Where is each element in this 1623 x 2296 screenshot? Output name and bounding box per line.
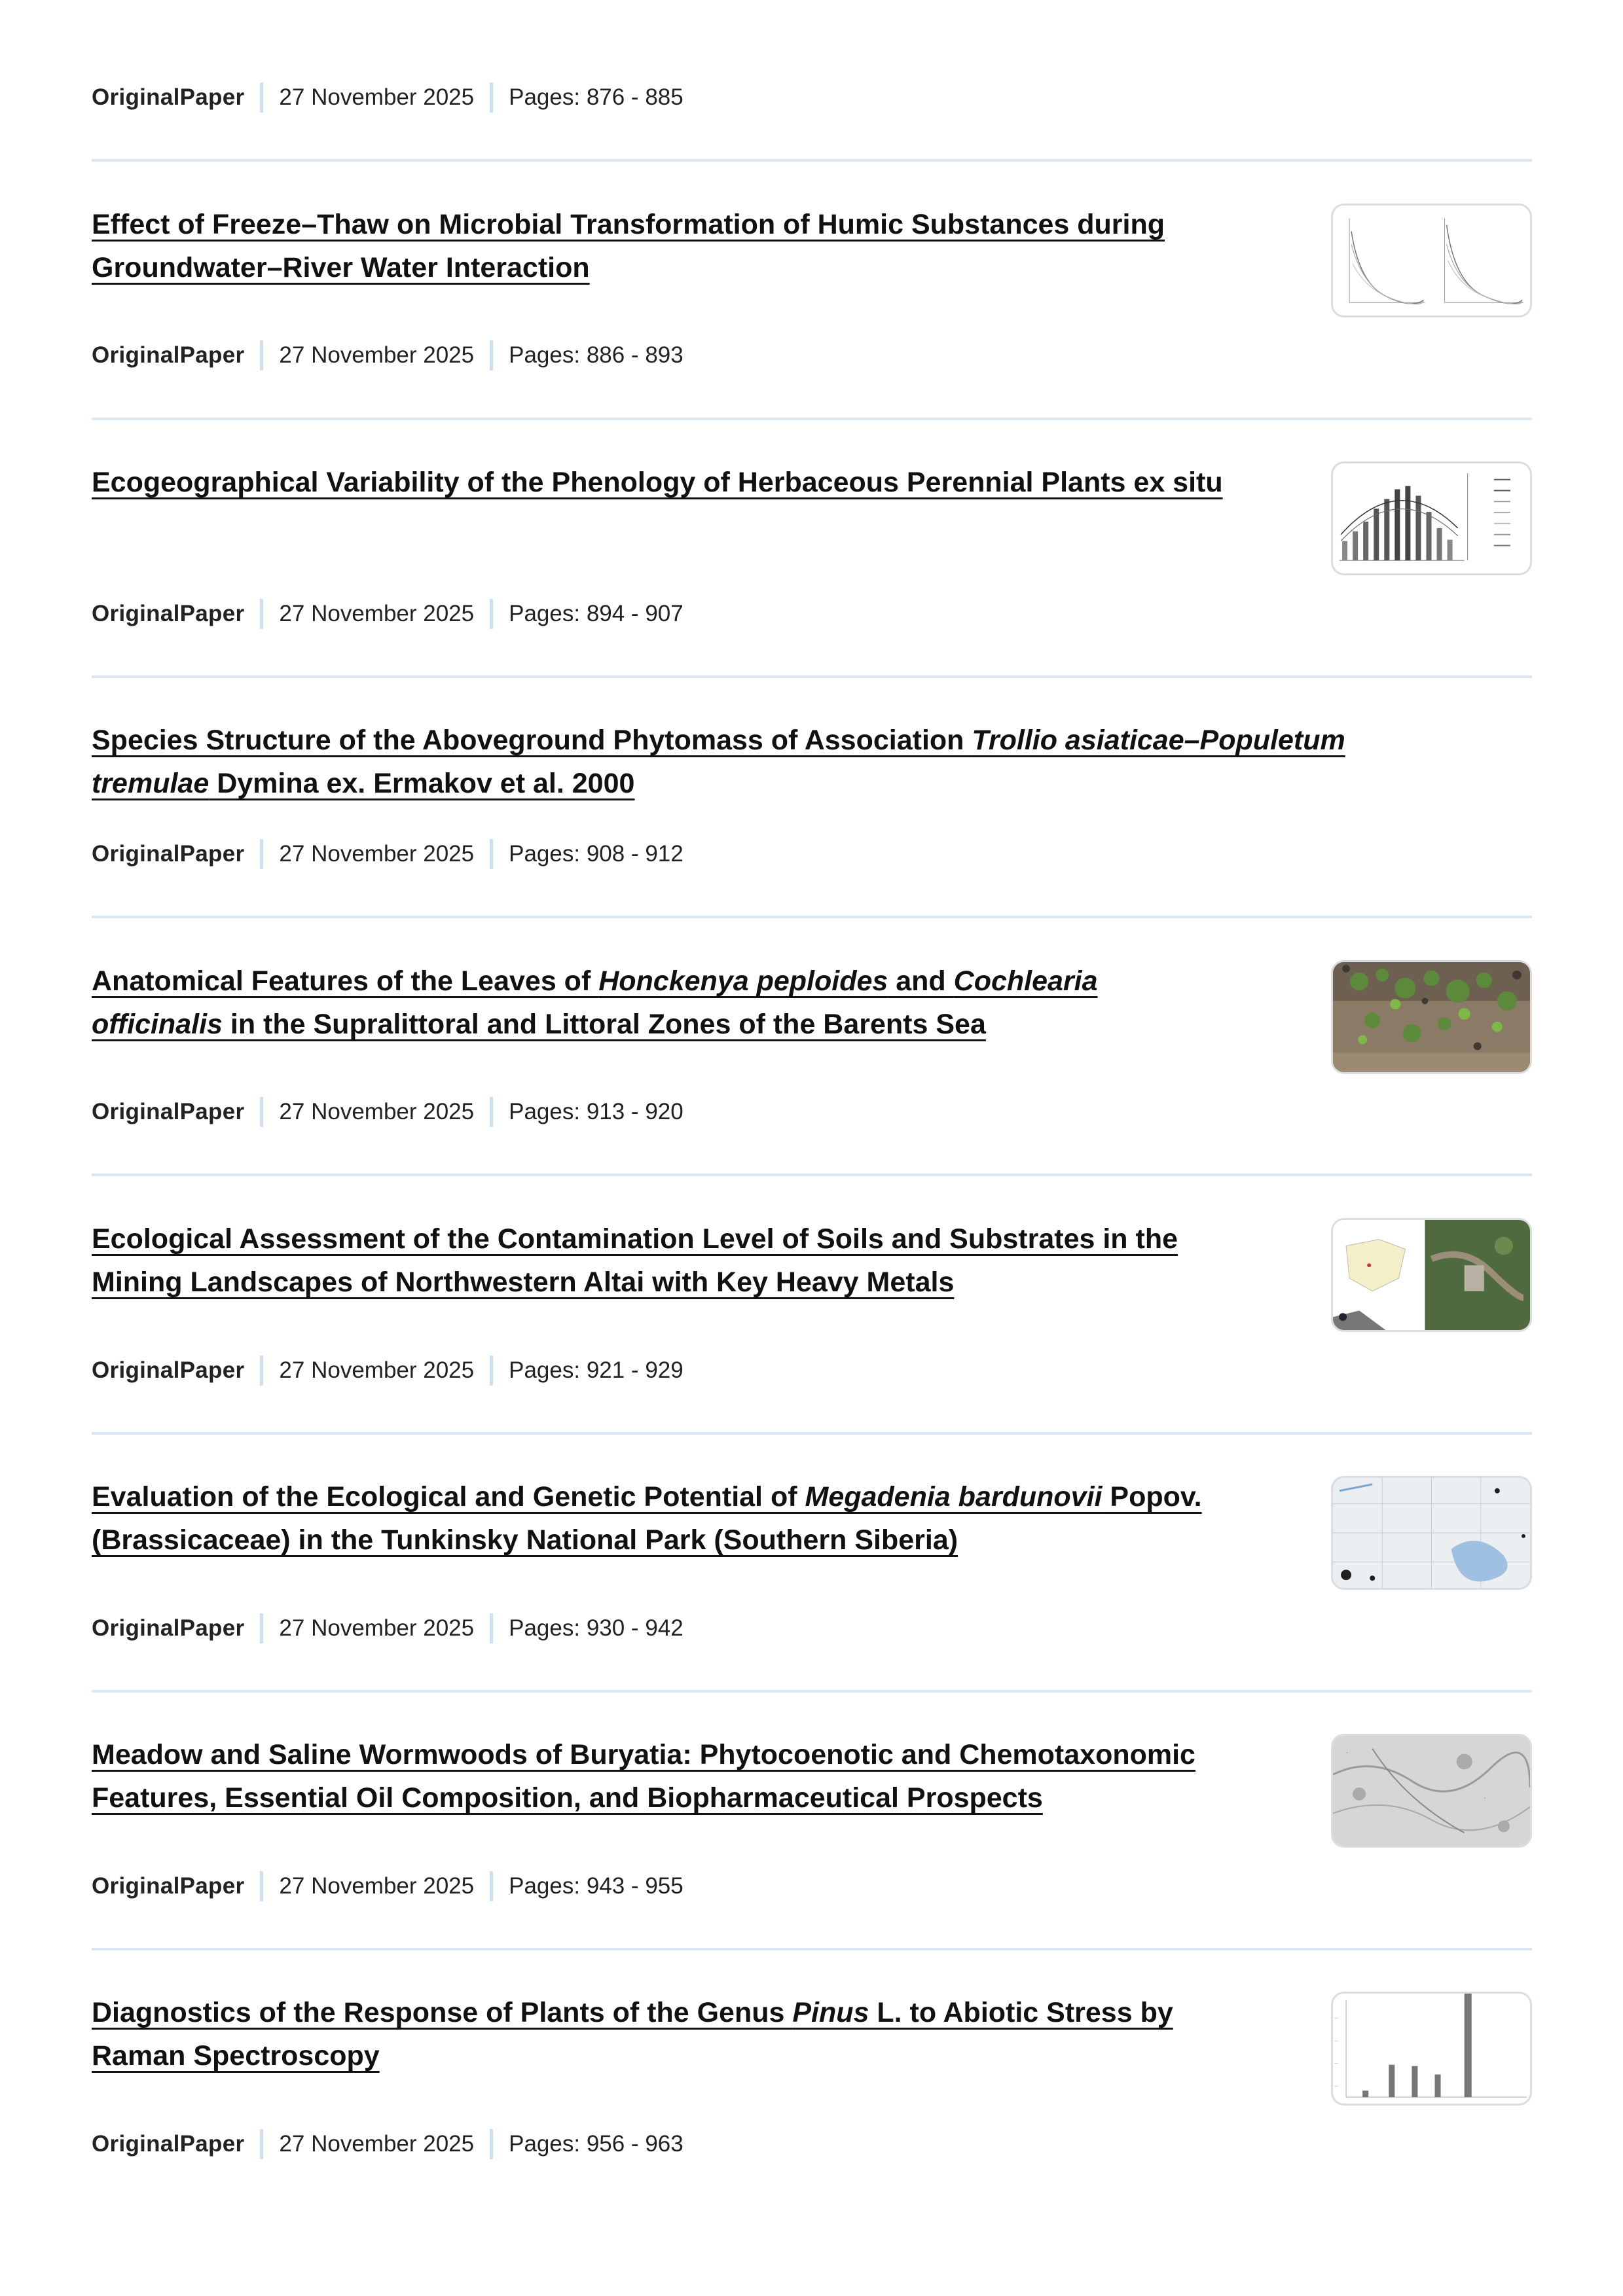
article-meta xyxy=(92,1351,684,1390)
publication-date: 27 November 2025 xyxy=(279,84,475,110)
article-title-link[interactable]: Species Structure of the Aboveground Phytomass of Association Trollio asiaticae–Populetum tremulae Dymina ex. Ermakov et al. 2000 xyxy=(92,725,1345,799)
article-title-link[interactable]: Evaluation of the Ecological and Genetic Potential of Megadenia bardunovii Popov. (Brassicaceae) in the Tunkinsky National Park (Southern Siberia) xyxy=(92,1481,1202,1556)
divider xyxy=(92,1174,1532,1176)
svg-text:·: · xyxy=(1484,1795,1486,1803)
divider xyxy=(92,159,1532,162)
page-range: Pages: 908 - 912 xyxy=(509,841,684,867)
article-meta xyxy=(92,594,684,634)
plant-photo-thumbnail[interactable] xyxy=(1331,960,1532,1074)
meta-separator xyxy=(260,340,263,370)
content-type: OriginalPaper xyxy=(92,2131,245,2157)
article-title-link[interactable]: Ecogeographical Variability of the Phenology of Herbaceous Perennial Plants ex situ xyxy=(92,467,1223,498)
content-type: OriginalPaper xyxy=(92,1615,245,1641)
bar-chart-thumbnail[interactable] xyxy=(1331,1992,1532,2106)
grey-map-thumbnail[interactable] xyxy=(1331,1734,1532,1848)
meta-separator xyxy=(490,839,493,869)
article-meta xyxy=(92,834,684,874)
meta-separator xyxy=(260,1613,263,1643)
meta-separator xyxy=(490,82,493,113)
article-meta xyxy=(92,1609,684,1648)
meta-separator xyxy=(260,839,263,869)
line-chart-thumbnail[interactable] xyxy=(1331,204,1532,317)
article-title xyxy=(92,1991,1368,2077)
meta-separator xyxy=(490,1097,493,1127)
meta-separator xyxy=(490,1871,493,1901)
page-range: Pages: 943 - 955 xyxy=(509,1873,684,1899)
article-meta xyxy=(92,336,684,375)
svg-text:·: · xyxy=(1346,1749,1349,1757)
meta-separator xyxy=(260,599,263,629)
article-title-link[interactable]: Meadow and Saline Wormwoods of Buryatia: Phytocoenotic and Chemotaxonomic Features, Essential Oil Composition, and Biopharmaceutical Prospects xyxy=(92,1739,1195,1814)
divider xyxy=(92,675,1532,678)
article-title xyxy=(92,960,1368,1046)
svg-text:—: — xyxy=(1334,2084,1339,2089)
page-range: Pages: 886 - 893 xyxy=(509,342,684,368)
svg-text:—: — xyxy=(1334,2016,1339,2021)
divider xyxy=(92,1948,1532,1950)
article-title xyxy=(92,1733,1368,1820)
page-range: Pages: 956 - 963 xyxy=(509,2131,684,2157)
meta-separator xyxy=(490,599,493,629)
meta-separator xyxy=(490,2129,493,2159)
divider xyxy=(92,418,1532,420)
page-range: Pages: 930 - 942 xyxy=(509,1615,684,1641)
content-type: OriginalPaper xyxy=(92,841,245,867)
meta-separator xyxy=(260,2129,263,2159)
content-type: OriginalPaper xyxy=(92,601,245,626)
divider xyxy=(92,1690,1532,1693)
publication-date: 27 November 2025 xyxy=(279,1615,475,1641)
article-title xyxy=(92,461,1368,504)
meta-separator xyxy=(260,1871,263,1901)
content-type: OriginalPaper xyxy=(92,1357,245,1383)
article-title xyxy=(92,203,1368,289)
article-meta xyxy=(92,78,684,117)
article-meta xyxy=(92,1867,684,1906)
article-title xyxy=(92,719,1467,805)
publication-date: 27 November 2025 xyxy=(279,841,475,867)
article-meta xyxy=(92,2125,684,2164)
article-title xyxy=(92,1217,1368,1304)
publication-date: 27 November 2025 xyxy=(279,1099,475,1124)
publication-date: 27 November 2025 xyxy=(279,601,475,626)
bar-line-chart-thumbnail[interactable] xyxy=(1331,461,1532,575)
page-range: Pages: 921 - 929 xyxy=(509,1357,684,1383)
divider xyxy=(92,1432,1532,1435)
article-meta xyxy=(92,1092,684,1132)
map-satellite-thumbnail[interactable] xyxy=(1331,1218,1532,1332)
article-title-link[interactable]: Diagnostics of the Response of Plants of the Genus Pinus L. to Abiotic Stress by Raman Spectroscopy xyxy=(92,1997,1173,2072)
publication-date: 27 November 2025 xyxy=(279,1873,475,1899)
meta-separator xyxy=(260,82,263,113)
article-title-link[interactable]: Anatomical Features of the Leaves of Honckenya peploides and Cochlearia officinalis in the Supralittoral and Littoral Zones of the Barents Sea xyxy=(92,965,1098,1040)
publication-date: 27 November 2025 xyxy=(279,2131,475,2157)
divider xyxy=(92,916,1532,918)
topographic-map-thumbnail[interactable] xyxy=(1331,1476,1532,1590)
meta-separator xyxy=(260,1355,263,1386)
page-range: Pages: 913 - 920 xyxy=(509,1099,684,1124)
content-type: OriginalPaper xyxy=(92,342,245,368)
article-title-link[interactable]: Ecological Assessment of the Contamination Level of Soils and Substrates in the Mining Landscapes of Northwestern Altai with Key Heavy Metals xyxy=(92,1223,1178,1298)
meta-separator xyxy=(490,1355,493,1386)
meta-separator xyxy=(490,1613,493,1643)
content-type: OriginalPaper xyxy=(92,1099,245,1124)
publication-date: 27 November 2025 xyxy=(279,342,475,368)
page-range: Pages: 876 - 885 xyxy=(509,84,684,110)
meta-separator xyxy=(490,340,493,370)
publication-date: 27 November 2025 xyxy=(279,1357,475,1383)
content-type: OriginalPaper xyxy=(92,1873,245,1899)
page-range: Pages: 894 - 907 xyxy=(509,601,684,626)
article-title-link[interactable]: Effect of Freeze–Thaw on Microbial Transformation of Humic Substances during Groundwater–River Water Interaction xyxy=(92,209,1165,283)
article-title xyxy=(92,1475,1368,1562)
content-type: OriginalPaper xyxy=(92,84,245,110)
meta-separator xyxy=(260,1097,263,1127)
svg-text:—: — xyxy=(1334,2061,1339,2066)
svg-text:—: — xyxy=(1334,2039,1339,2044)
